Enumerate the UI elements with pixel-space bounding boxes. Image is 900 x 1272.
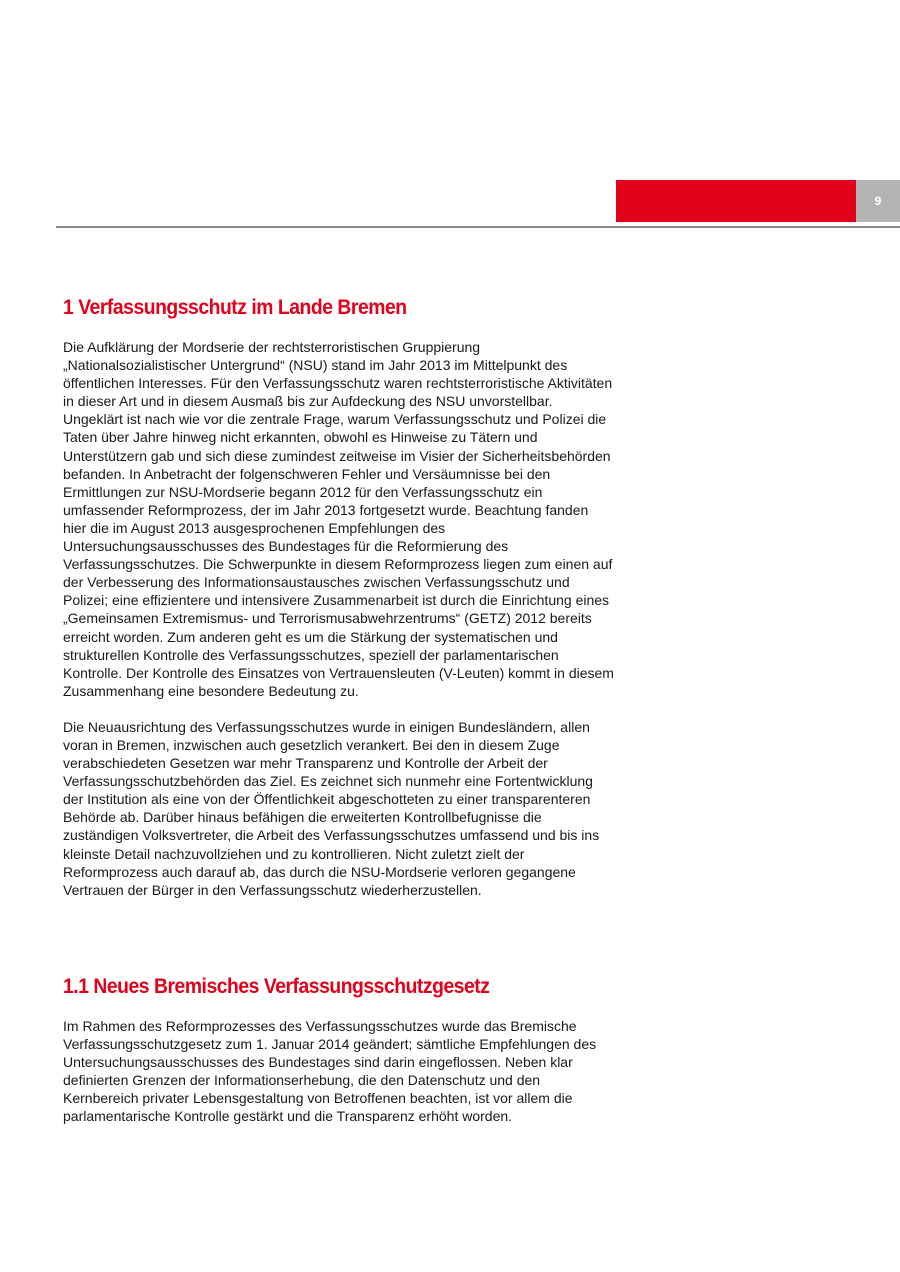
body-paragraph: Die Aufklärung der Mordserie der rechtsterroristischen Gruppierung „Nationalsozialistischer Untergrund“ (NSU) stand im Jahr 2013 im Mittelpunkt des öffentlichen Interesses. Für den Verfassungsschutz waren rechtsterroristische Aktivitäten in dieser Art und in diesem Ausmaß bis zur Aufdeckung des NSU unvorstellbar. Ungeklärt ist nach wie vor die zentrale Frage, warum Verfassungsschutz und Polizei die Taten über Jahre hinweg nicht erkannten, obwohl es Hinweise zu Tätern und Unterstützern gab und sich diese zumindest zeitweise im Visier der Sicherheitsbehörden befanden. In Anbetracht der folgenschweren Fehler und Versäumnisse bei den Ermittlungen zur NSU-Mordserie begann 2012 für den Verfassungsschutz ein umfassender Reformprozess, der im Jahr 2013 fortgesetzt wurde. Beachtung fanden hier die im August 2013 ausgesprochenen Empfehlungen des Untersuchungsausschusses des Bundestages für die Reformierung des Verfassungsschutzes. Die Schwerpunkte in diesem Reformprozess liegen zum einen auf der Verbesserung des Informationsaustausches zwischen Verfassungsschutz und Polizei; eine effizientere und intensivere Zusammenarbeit ist durch die Einrichtung eines „Gemeinsamen Extremismus- und Terrorismusabwehrzentrums“ (GETZ) 2012 bereits erreicht worden. Zum anderen geht es um die Stärkung der systematischen und strukturellen Kontrolle des Verfassungsschutzes, speziell der parlamentarischen Kontrolle. Der Kontrolle des Einsatzes von Vertrauensleuten (V-Leuten) kommt in diesem Zusammenhang eine besondere Bedeutung zu. [63,339,614,699]
page-number: 9 [856,180,900,222]
header-accent-bar [616,180,856,222]
section-verfassungsschutz-bremen [63,296,615,899]
main-content [63,296,615,1125]
body-paragraph: Die Neuausrichtung des Verfassungsschutzes wurde in einigen Bundesländern, allen voran in Bremen, inzwischen auch gesetzlich verankert. Bei den in diesem Zuge verabschiedeten Gesetzen war mehr Transparenz und Kontrolle der Arbeit der Verfassungsschutzbehörden das Ziel. Es zeichnet sich nunmehr eine Fortentwicklung der Institution als eine von der Öffentlichkeit abgeschotteten zu einer transparenteren Behörde ab. Darüber hinaus befähigen die erweiterten Kontrollbefugnisse die zuständigen Volksvertreter, die Arbeit des Verfassungsschutzes umfassend und bis ins kleinste Detail nachzuvollziehen und zu kontrollieren. Nicht zuletzt zielt der Reformprozess auch darauf ab, das durch die NSU-Mordserie verloren gegangene Vertrauen der Bürger in den Verfassungsschutz wiederherzustellen. [63,718,600,898]
section-neues-gesetz [63,975,615,1126]
body-paragraph: Im Rahmen des Reformprozesses des Verfassungsschutzes wurde das Bremische Verfassungsschutzgesetz zum 1. Januar 2014 geändert; sämtliche Empfehlungen des Untersuchungsausschusses des Bundestages sind darin eingeflossen. Neben klar definierten Grenzen der Informationserhebung, die den Datenschutz und den Kernbereich privater Lebensgestaltung von Betroffenen beachten, ist vor allem die parlamentarische Kontrolle gestärkt und die Transparenz erhöht worden. [63,1017,597,1125]
subsection-title: 1.1 Neues Bremisches Verfassungsschutzgesetz [63,974,490,998]
section-title: 1 Verfassungsschutz im Lande Bremen [63,296,407,319]
header-divider [56,226,900,228]
